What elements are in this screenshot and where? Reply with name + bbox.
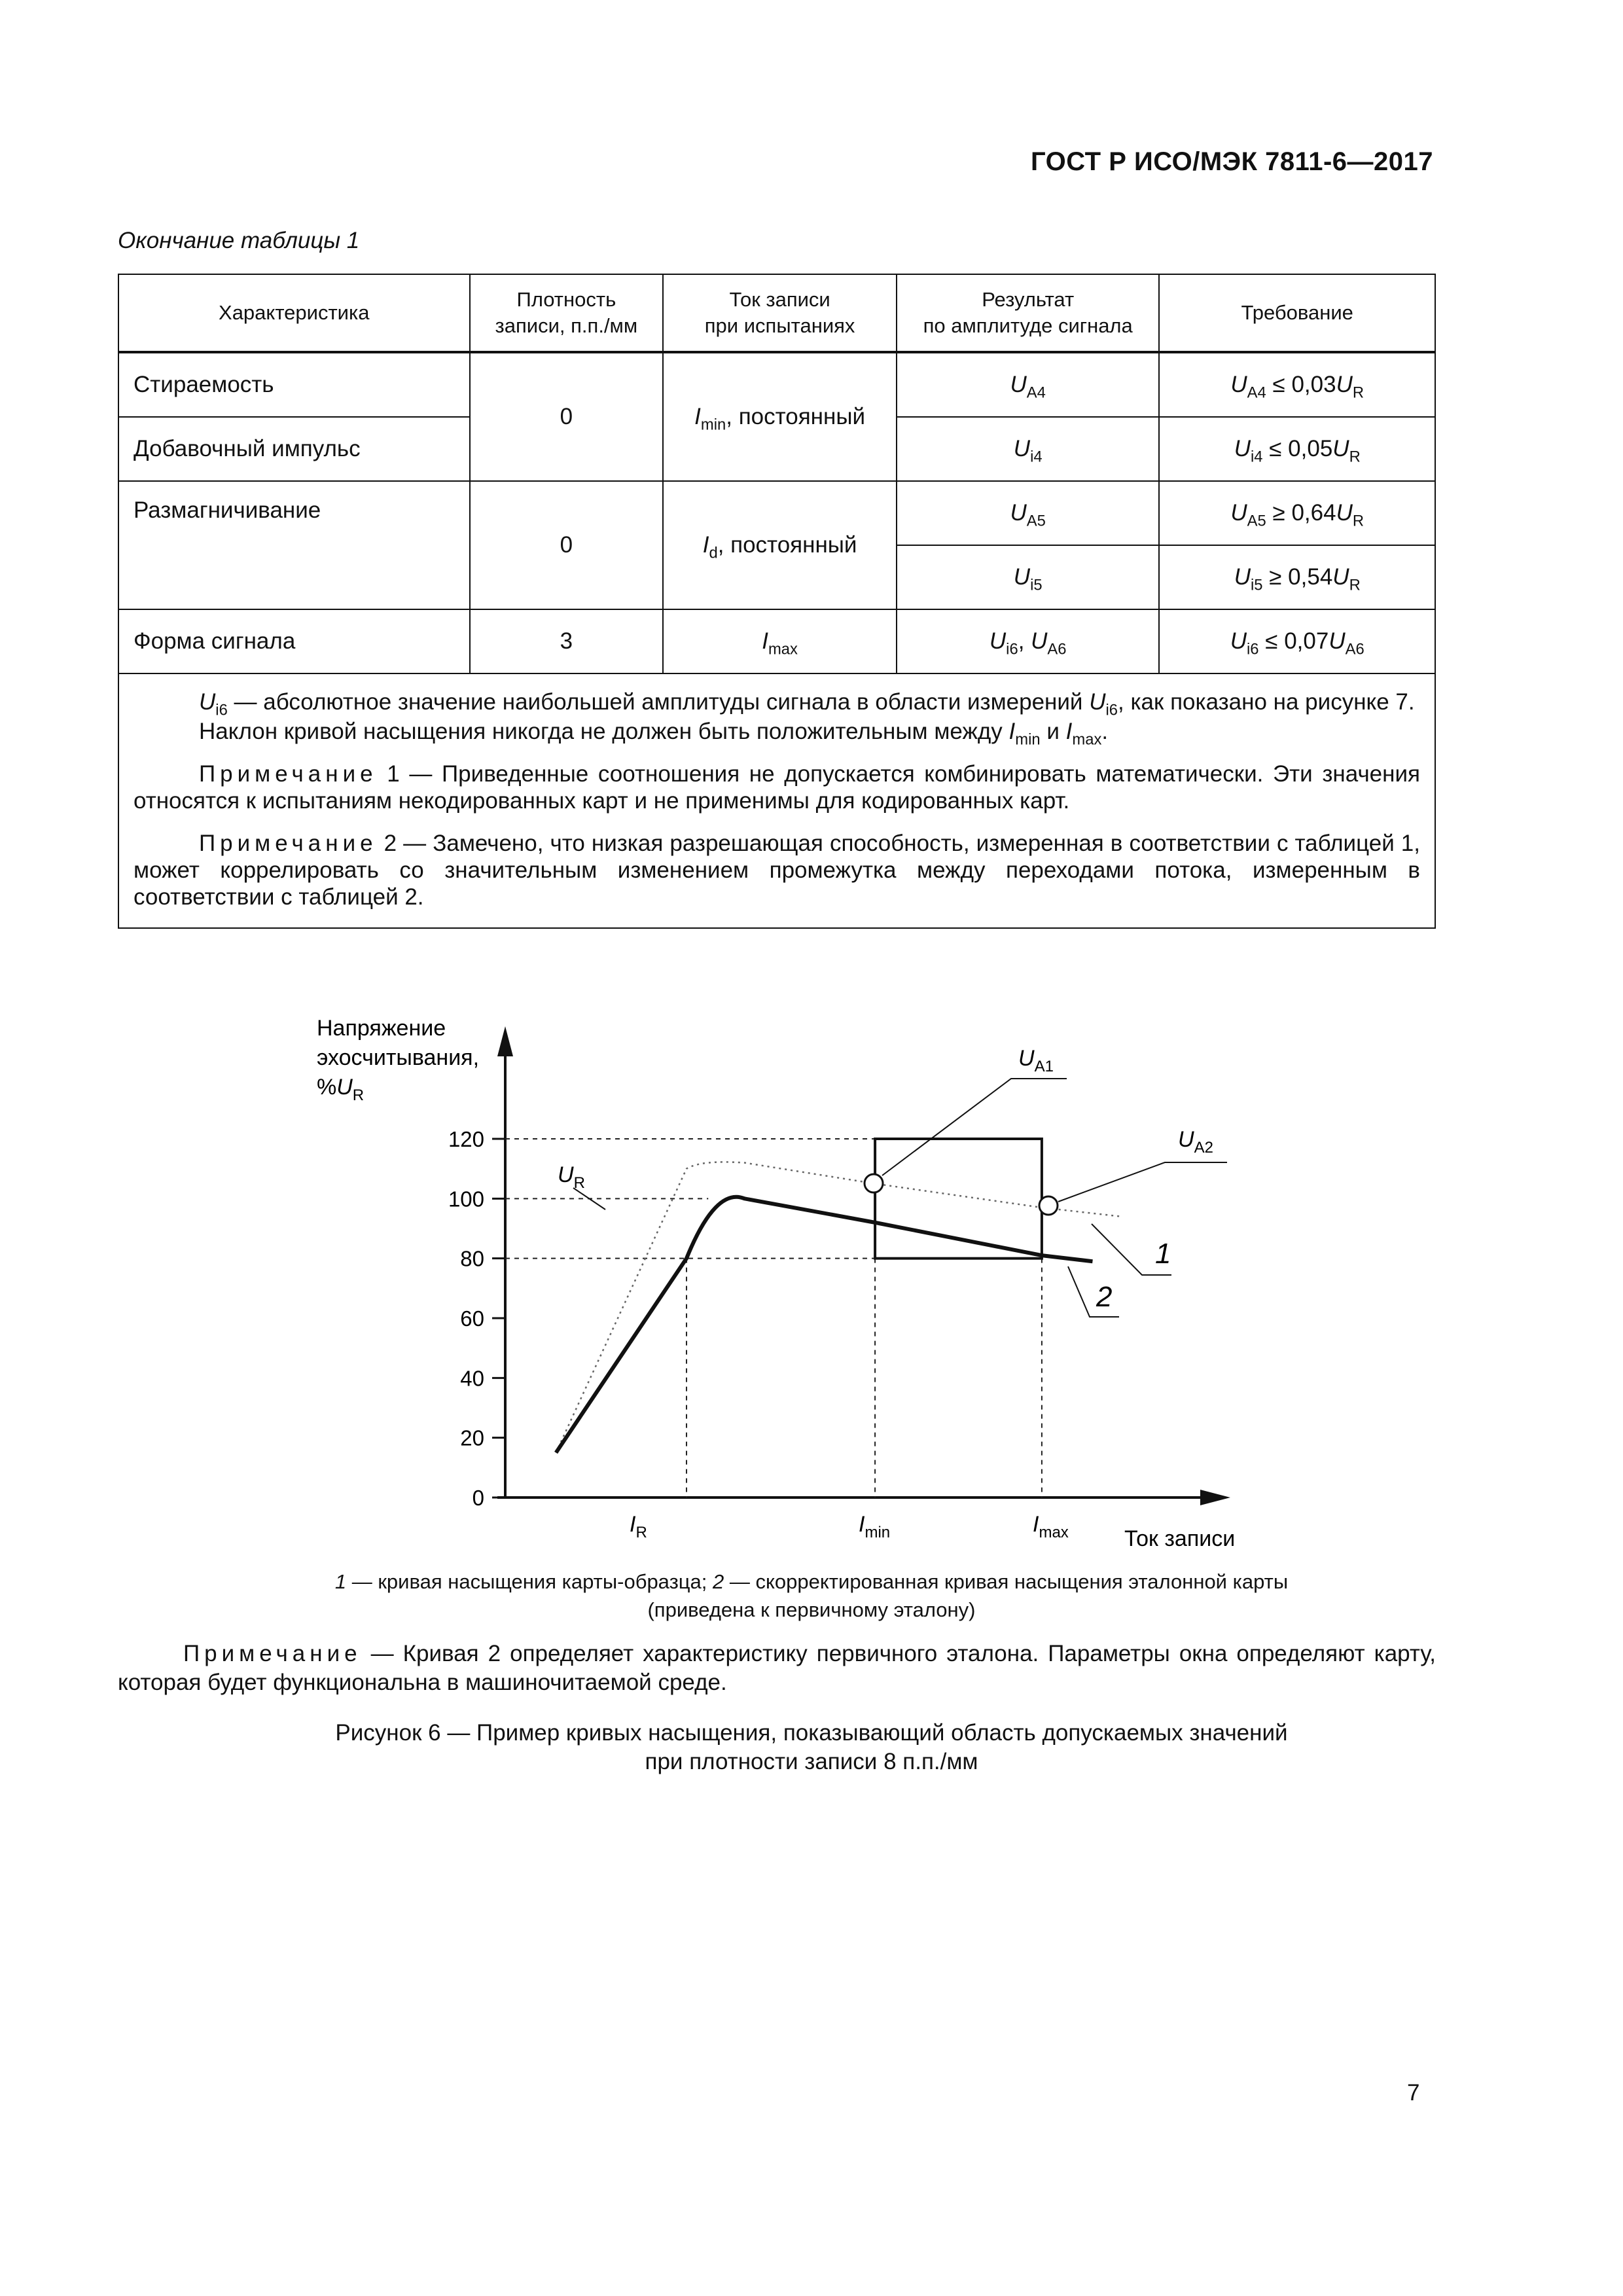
col-density: Плотность записи, п.п./мм	[470, 274, 664, 352]
page-number: 7	[1407, 2080, 1420, 2106]
col-result: Результат по амплитуде сигнала	[897, 274, 1160, 352]
note-2: Примечание 2 — Замечено, что низкая разрешающая способность, измеренная в соответствии с таблицей 1, может коррелировать со значительным изменением промежутка между переходами потока, измеренным в соответствии с таблицей 2.	[134, 831, 1420, 910]
current-cell: $I_{max}$	[663, 609, 897, 673]
ua2-label: $U_{A2}$	[1178, 1127, 1213, 1157]
ua2-leader-line	[1058, 1162, 1227, 1202]
curve-1-label: 1	[1155, 1238, 1171, 1270]
result-cell: $U_{i5}$	[897, 545, 1160, 609]
ua1-leader-line	[882, 1079, 1067, 1175]
result-cell: $U_{i4}$	[897, 417, 1160, 481]
x-axis-label: Ток записи	[1124, 1526, 1236, 1551]
note-1: Примечание 1 — Приведенные соотношения не допускается комбинировать математически. Эти значения относятся к испытаниям некодированных карт и не применимы для кодированных карт.	[134, 761, 1420, 814]
table-caption: Окончание таблицы 1	[118, 228, 360, 253]
row-demagnetization: Размагничивание	[118, 481, 470, 609]
y-axis-label-1: Напряжение	[317, 1016, 446, 1041]
requirement-cell: $U_{i4} \le 0,05U_R$	[1159, 417, 1435, 481]
x-tick-imin: $I_{min}$	[859, 1512, 891, 1541]
requirement-cell: $U_{i5} \ge 0,54U_R$	[1159, 545, 1435, 609]
y-tick-label: 100	[448, 1187, 484, 1211]
x-tick-imax: $I_{max}$	[1033, 1512, 1069, 1541]
figure-title: Рисунок 6 — Пример кривых насыщения, показывающий область допускаемых значений при плотности записи 8 п.п./мм	[335, 1720, 1288, 1774]
density-cell: 3	[470, 609, 664, 673]
current-cell: $I_{min}$, постоянный	[663, 352, 897, 481]
result-cell: $U_{A4}$	[897, 352, 1160, 417]
requirement-cell: $U_{i6} \le 0,07U_{A6}$	[1159, 609, 1435, 673]
row-waveform: Форма сигнала	[118, 609, 470, 673]
requirement-cell: $U_{A4} \le 0,03U_R$	[1159, 352, 1435, 417]
result-cell: $U_{i6}$, $U_{A6}$	[897, 609, 1160, 673]
col-requirement: Требование	[1159, 274, 1435, 352]
standard-header: ГОСТ Р ИСО/МЭК 7811-6—2017	[1031, 147, 1433, 176]
y-tick-label: 20	[460, 1426, 484, 1450]
ua1-label: $U_{A1}$	[1018, 1046, 1054, 1075]
y-axis-label-2: эхосчитывания,	[317, 1045, 480, 1070]
density-cell: 0	[470, 481, 664, 609]
curve-2-corrected-standard	[556, 1197, 1093, 1453]
figure-note: Примечание — Кривая 2 определяет характеристику первичного эталона. Параметры окна определяют карту, которая будет функциональна в машиночитаемой среде.	[118, 1641, 1436, 1695]
density-cell: 0	[470, 352, 664, 481]
figure-legend: 1 — кривая насыщения карты-образца; 2 — скорректированная кривая насыщения эталонной карты (приведена к первичному эталону)	[334, 1570, 1289, 1621]
y-tick-label: 0	[472, 1486, 484, 1510]
note-slope: Наклон кривой насыщения никогда не должен быть положительным между $I_{min}$ и $I_{max}$.	[199, 719, 1109, 749]
y-axis-label-3: $\%U_R$	[317, 1075, 365, 1104]
row-extra-pulse: Добавочный импульс	[118, 417, 470, 481]
col-current: Ток записи при испытаниях	[663, 274, 897, 352]
x-axis-arrow-icon	[1200, 1490, 1230, 1505]
current-cell: $I_d$, постоянный	[663, 481, 897, 609]
curve-2-label: 2	[1096, 1281, 1113, 1313]
row-erasability: Стираемость	[118, 352, 470, 417]
note-ui6: $U_{i6}$ — абсолютное значение наибольшей амплитуды сигнала в области измерений $U_{i6}$, как показано на рисунке 7.	[199, 689, 1415, 719]
ua1-marker	[865, 1174, 883, 1193]
y-tick-label: 60	[460, 1306, 484, 1331]
y-axis-arrow-icon	[497, 1026, 513, 1056]
ur-label: $U_R$	[558, 1162, 585, 1192]
y-tick-label: 120	[448, 1127, 484, 1151]
col-characteristic: Характеристика	[118, 274, 470, 352]
ua2-marker	[1039, 1196, 1058, 1215]
y-tick-label: 40	[460, 1366, 484, 1391]
x-tick-ir: $I_R$	[630, 1512, 647, 1541]
result-cell: $U_{A5}$	[897, 481, 1160, 545]
requirement-cell: $U_{A5} \ge 0,64U_R$	[1159, 481, 1435, 545]
curve-1-reference-card	[556, 1162, 1122, 1452]
y-tick-label: 80	[460, 1246, 484, 1271]
